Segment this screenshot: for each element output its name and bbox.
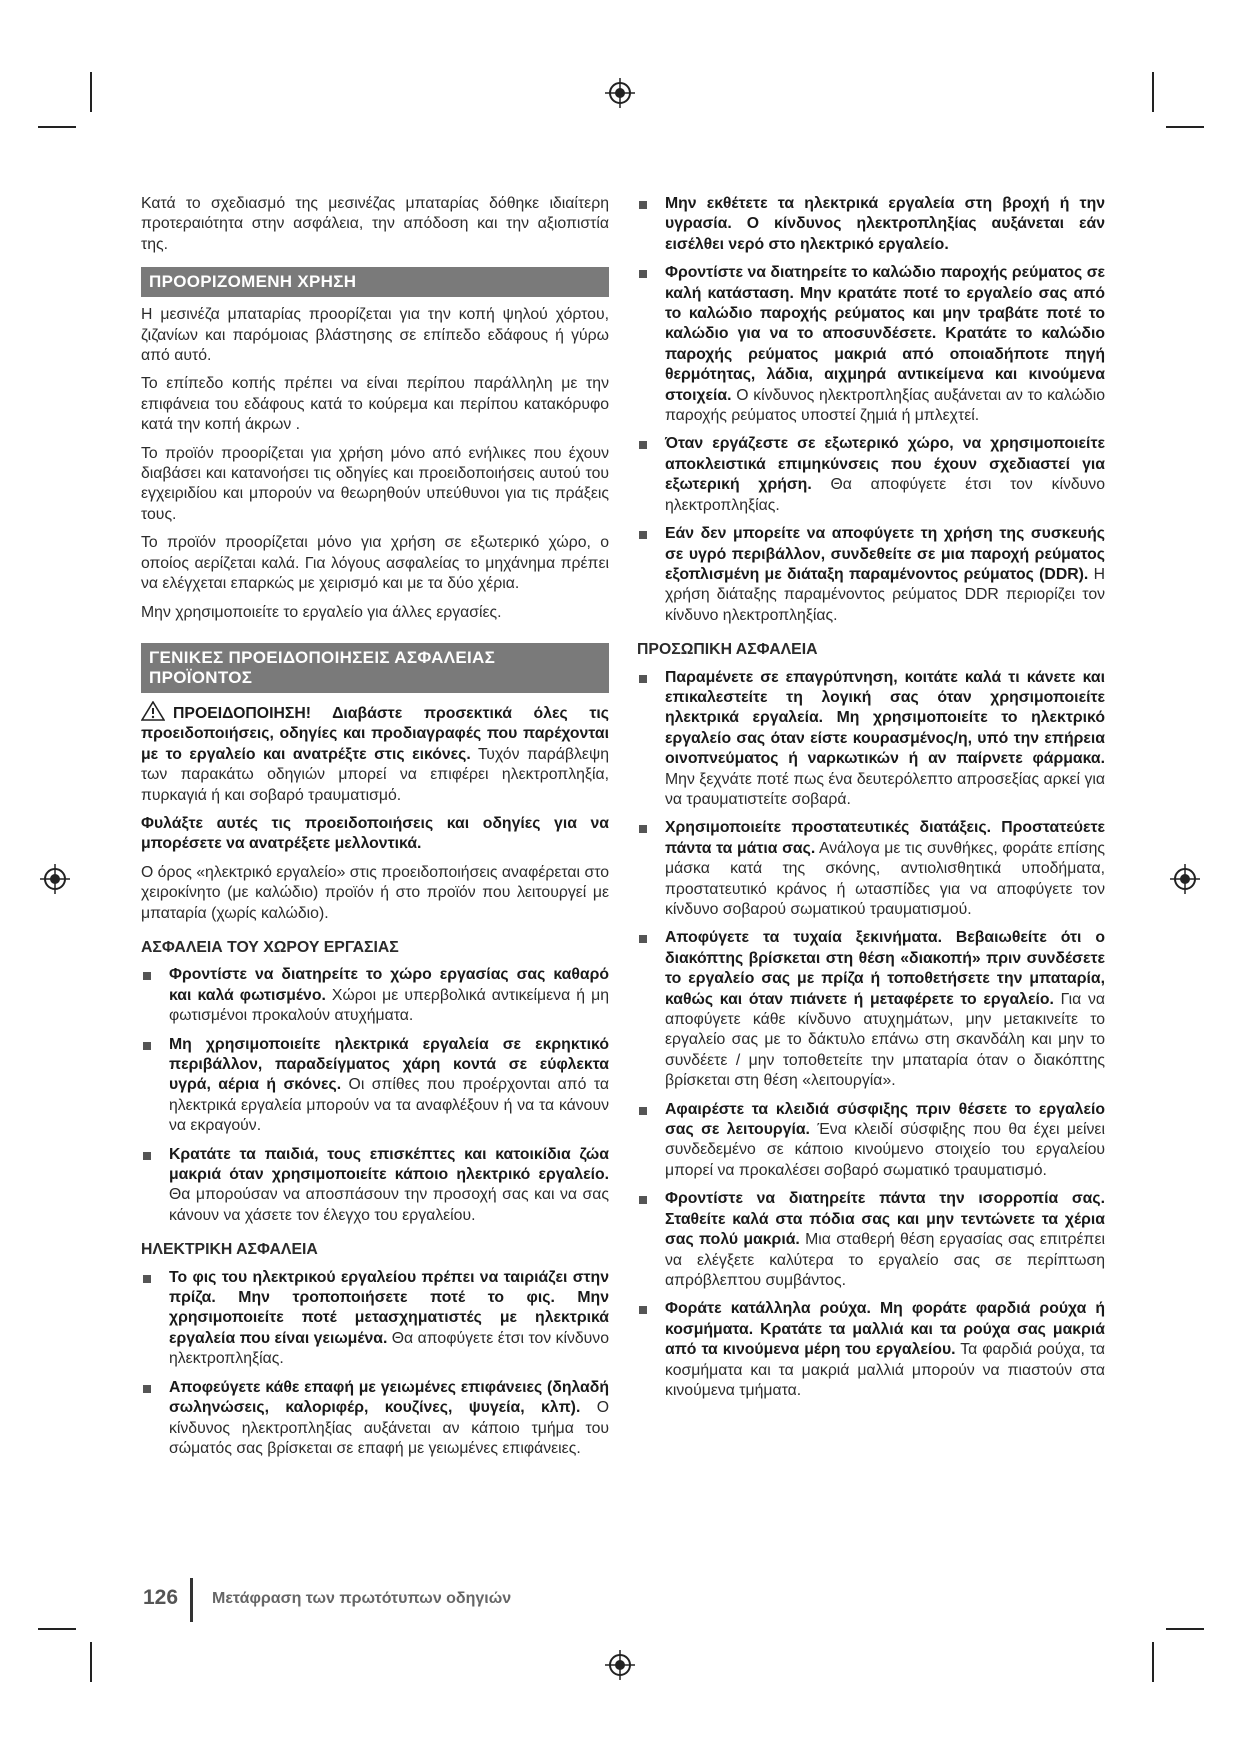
item-normal: Οι σπίθες που προέρχονται από τα ηλεκτρικά εργαλεία μπορούν να τα αναφλέξουν ή να τα κάνουν να εκραγούν. [169, 1076, 609, 1135]
item-normal: Μια σταθερή θέση εργασίας σας επιτρέπει να ελέγξετε καλύτερα το εργαλείο σας σε περίπτωση απρόβλεπτου συμβάντος. [665, 1231, 1105, 1289]
page-number: 126 [143, 1586, 179, 1609]
square-bullet-icon [143, 972, 151, 980]
warning-normal-text: Τυχόν παράβλεψη των παρακάτω οδηγιών μπορεί να επιφέρει ηλεκτροπληξία, πυρκαγιά ή και σοβαρό τραυματισμό. [141, 745, 609, 804]
left-column [141, 194, 609, 1467]
square-bullet-icon [143, 1275, 151, 1283]
square-bullet-icon [639, 1107, 647, 1115]
square-bullet-icon [639, 1306, 647, 1314]
list-item [637, 1100, 1105, 1182]
subheading-personal: ΠΡΟΣΩΠΙΚΗ ΑΣΦΑΛΕΙΑ [637, 641, 818, 659]
item-normal: Ο κίνδυνος ηλεκτροπληξίας αυξάνεται αν το καλώδιο παροχής ρεύματος υποστεί ζημιά ή μπλεχτεί. [665, 386, 1105, 425]
warning-paragraph [141, 701, 609, 806]
right-column [637, 194, 1105, 1409]
list-item [637, 434, 1105, 516]
intro-paragraph: Κατά το σχεδιασμό της μεσινέζας μπαταρίας δόθηκε ιδιαίτερη προτεραιότητα στην ασφάλεια, την απόδοση και την αξιοπιστία της. [141, 195, 609, 253]
item-normal: Θα αποφύγετε έτσι τον κίνδυνο ηλεκτροπληξίας. [169, 1329, 609, 1368]
footer-divider [190, 1578, 193, 1622]
item-normal: Τα φαρδιά ρούχα, τα κοσμήματα και τα μακριά μαλλιά μπορούν να πιαστούν στα κινούμενα τμήματα. [665, 1341, 1106, 1399]
square-bullet-icon [639, 441, 647, 449]
square-bullet-icon [639, 201, 647, 209]
square-bullet-icon [639, 1196, 647, 1204]
list-item [637, 263, 1105, 426]
warning-triangle-icon [141, 701, 165, 721]
electrical-list-continued [637, 194, 1105, 626]
item-normal: Ο κίνδυνος ηλεκτροπληξίας αυξάνεται αν κάποιο τμήμα του σώματός σας βρίσκεται σε επαφή με γειωμένες επιφάνειες. [169, 1399, 609, 1457]
list-item [637, 524, 1105, 626]
crop-mark [38, 1628, 76, 1630]
crop-mark [1166, 126, 1204, 128]
item-bold: Εάν δεν μπορείτε να αποφύγετε τη χρήση της συσκευής σε υγρό περιβάλλον, συνδεθείτε σε μια παροχή ρεύματος εξοπλισμένη με διάταξη παραμένοντος ρεύματος (DDR). [665, 525, 1105, 583]
item-bold: Χρησιμοποιείτε προστατευτικές διατάξεις. Προστατεύετε πάντα τα μάτια σας. [665, 819, 1105, 857]
keep-warnings-paragraph [141, 814, 609, 855]
crop-mark [90, 72, 92, 112]
list-item [141, 1268, 609, 1370]
list-item [141, 1035, 609, 1137]
term-definition-paragraph: Ο όρος «ηλεκτρικό εργαλείο» στις προειδοποιήσεις αναφέρεται στο χειροκίνητο (με καλώδιο) προϊόν ή στο προϊόν που λειτουργεί με μπαταρία (χωρίς καλώδιο). [141, 863, 609, 922]
warning-bold-text: ΠΡΟΕΙΔΟΠΟΙΗΣΗ! Διαβάστε προσεκτικά όλες τις προειδοποιήσεις, οδηγίες και προδιαγραφές που παρέχονται με το εργαλείο και ανατρέξτε στις εικόνες. [141, 704, 609, 763]
electrical-list [141, 1268, 609, 1460]
crop-mark [1152, 72, 1154, 112]
square-bullet-icon [639, 675, 647, 683]
intended-use-paragraph: Η μεσινέζα μπαταρίας προορίζεται για την κοπή ψηλού χόρτου, ζιζανίων και παρόμοιας βλάστησης σε επίπεδο εδάφους ή γύρω από αυτό. [141, 306, 609, 365]
item-bold: Φροντίστε να διατηρείτε το χώρο εργασίας σας καθαρό και καλά φωτισμένο. [169, 966, 609, 1004]
item-normal: Χώροι με υπερβολικά αντικείμενα ή μη φωτισμένοι προκαλούν ατυχήματα. [169, 986, 609, 1025]
list-item [637, 818, 1105, 920]
square-bullet-icon [143, 1385, 151, 1393]
footer-text: Μετάφραση των πρωτότυπων οδηγιών [212, 1590, 512, 1607]
intended-use-paragraph: Το επίπεδο κοπής πρέπει να είναι περίπου παράλληλη με την επιφάνεια του εδάφους κατά το κούρεμα και περίπου κατακόρυφο κατά την κοπή άκρων . [141, 375, 609, 434]
list-item [637, 1299, 1105, 1401]
item-normal: Θα μπορούσαν να αποσπάσουν την προσοχή σας και να σας κάνουν να χάσετε τον έλεγχο του εργαλείου. [169, 1186, 609, 1224]
square-bullet-icon [639, 935, 647, 943]
item-bold: Αφαιρέστε τα κλειδιά σύσφιξης πριν θέσετε το εργαλείο σας σε λειτουργία. [665, 1100, 1105, 1139]
intended-use-paragraph: Το προϊόν προορίζεται για χρήση μόνο από ενήλικες που έχουν διαβάσει και κατανοήσει τις οδηγίες και προειδοποιήσεις αυτού του εγχειριδίου και μπορούν να θεωρηθούν υπεύθυνοι για τις πράξεις τους. [141, 444, 609, 523]
item-bold: Μην εκθέτετε τα ηλεκτρικά εργαλεία στη βροχή ή την υγρασία. Ο κίνδυνος ηλεκτροπληξίας αυξάνεται εάν εισέλθει νερό στο ηλεκτρικό εργαλείο. [665, 195, 1105, 253]
list-item [141, 1145, 609, 1227]
crop-mark [90, 1642, 92, 1682]
square-bullet-icon [143, 1042, 151, 1050]
item-bold: Φροντίστε να διατηρείτε το καλώδιο παροχής ρεύματος σε καλή κατάσταση. Μην κρατάτε ποτέ το εργαλείο σας από το καλώδιο παροχής ρεύματος και μην τραβάτε ποτέ το καλώδιο για να το αποσυνδέσετε. Κρατάτε το καλώδιο παροχής ρεύματος μακριά από οποιαδήποτε πηγή θερμότητας, λάδια, αιχμηρά αντικείμενα και κινούμενα στοιχεία. [665, 264, 1105, 404]
registration-mark-icon [40, 864, 70, 894]
item-bold: Φοράτε κατάλληλα ρούχα. Μη φοράτε φαρδιά ρούχα ή κοσμήματα. Κρατάτε τα μαλλιά και τα ρούχα σας μακριά από τα κινούμενα μέρη του εργαλείου. [665, 1300, 1105, 1359]
item-bold: Κρατάτε τα παιδιά, τους επισκέπτες και κατοικίδια ζώα μακριά όταν χρησιμοποιείτε κάποιο ηλεκτρικό εργαλείο. [169, 1145, 609, 1184]
item-bold: Αποφεύγετε κάθε επαφή με γειωμένες επιφάνειες (δηλαδή σωληνώσεις, καλοριφέρ, κουζίνες, ψυγεία, κλπ). [169, 1378, 609, 1417]
list-item [141, 965, 609, 1026]
intended-use-paragraph: Το προϊόν προορίζεται μόνο για χρήση σε εξωτερικό χώρο, ο οποίος αερίζεται καλά. Για λόγους ασφαλείας το μηχάνημα πρέπει να ελέγχεται επαρκώς με χειρισμό και με τα δύο χέρια. [141, 534, 609, 593]
square-bullet-icon [639, 531, 647, 539]
list-item [637, 194, 1105, 255]
work-area-list [141, 965, 609, 1226]
item-bold: Φροντίστε να διατηρείτε πάντα την ισορροπία σας. Σταθείτε καλά στα πόδια σας και μην τεντώνετε τα χέρια σας πολύ μακριά. [665, 1190, 1105, 1249]
item-bold: Αποφύγετε τα τυχαία ξεκινήματα. Βεβαιωθείτε ότι ο διακόπτης βρίσκεται στη θέση «διακοπή» πριν συνδέσετε το εργαλείο σας με πρίζα ή τοποθετήσετε την μπαταρία, καθώς και όταν πιάνετε ή μεταφέρετε το εργαλείο. [665, 929, 1105, 1008]
item-bold: Το φις του ηλεκτρικού εργαλείου πρέπει να ταιριάζει στην πρίζα. Μην τροποποιήσετε ποτέ το φις. Μην χρησιμοποιείτε ποτέ μετασχηματιστές με ηλεκτρικά εργαλεία που είναι γειωμένα. [169, 1268, 609, 1347]
item-normal: Θα αποφύγετε έτσι τον κίνδυνο ηλεκτροπληξίας. [665, 476, 1105, 514]
list-item [637, 928, 1105, 1091]
heading-line: ΓΕΝΙΚΕΣ ΠΡΟΕΙΔΟΠΟΙΗΣΕΙΣ ΑΣΦΑΛΕΙΑΣ [149, 647, 496, 667]
heading-line: ΠΡΟΪΟΝΤΟΣ [149, 667, 253, 687]
list-item [637, 1189, 1105, 1291]
list-item [637, 668, 1105, 811]
item-normal: Ανάλογα με τις συνθήκες, φοράτε επίσης μάσκα κατά της σκόνης, αντιολισθητικά υποδήματα, προστατευτικό κράνος ή ωτασπίδες για να αποφύγετε τον κίνδυνο σοβαρού σωματικού τραυματισμού. [665, 839, 1105, 918]
crop-mark [38, 126, 76, 128]
keep-warnings-text: Φυλάξτε αυτές τις προειδοποιήσεις και οδηγίες για να μπορέσετε να ανατρέξετε μελλοντικά. [141, 814, 609, 853]
item-normal: Μην ξεχνάτε ποτέ πως ένα δευτερόλεπτο απροσεξίας αρκεί για να τραυματιστείτε σοβαρά. [665, 770, 1105, 808]
item-normal: Για να αποφύγετε κάθε κίνδυνο ατυχημάτων, μην μετακινείτε το εργαλείο σας με το δάκτυλο επάνω στη σκανδάλη και μην το συνδέετε / μην τοποθετείτε την μπαταρία όταν ο διακόπτης βρίσκεται στη θέση «λειτουργία». [665, 990, 1105, 1090]
registration-mark-icon [605, 1650, 635, 1680]
personal-list [637, 668, 1105, 1402]
crop-mark [1152, 1642, 1154, 1682]
subheading-electrical: ΗΛΕΚΤΡΙΚΗ ΑΣΦΑΛΕΙΑ [141, 1241, 318, 1259]
square-bullet-icon [639, 270, 647, 278]
item-bold: Όταν εργάζεστε σε εξωτερικό χώρο, να χρησιμοποιείτε αποκλειστικά επιμηκύνσεις που έχουν σχεδιαστεί για εξωτερική χρήση. [665, 435, 1105, 494]
item-bold: Μη χρησιμοποιείτε ηλεκτρικά εργαλεία σε εκρηκτικό περιβάλλον, παραδείγματος χάρη κοντά σε εύφλεκτα υγρά, αέρια ή σκόνες. [169, 1035, 609, 1094]
square-bullet-icon [143, 1152, 151, 1160]
registration-mark-icon [1170, 864, 1200, 894]
list-item [141, 1378, 609, 1460]
intended-use-paragraph: Μην χρησιμοποιείτε το εργαλείο για άλλες εργασίες. [141, 603, 502, 621]
crop-mark [1166, 1628, 1204, 1630]
section-heading-intended-use: ΠΡΟΟΡΙΖΟΜΕΝΗ ΧΡΗΣΗ [141, 267, 609, 297]
section-heading-general-warnings [141, 643, 609, 693]
item-bold: Παραμένετε σε επαγρύπνηση, κοιτάτε καλά τι κάνετε και επικαλεστείτε τη λογική σας όταν χρησιμοποιείτε ηλεκτρικά εργαλεία. Μη χρησιμοποιείτε το ηλεκτρικό εργαλείο σας όταν είστε κουρασμένος/η, υπό την επήρεια οινοπνεύματος ή ναρκωτικών ή αν παίρνετε φάρμακα. [665, 668, 1105, 768]
square-bullet-icon [639, 825, 647, 833]
item-normal: Η χρήση διάταξης παραμένοντος ρεύματος DDR περιορίζει τον κίνδυνο ηλεκτροπληξίας. [665, 565, 1105, 624]
item-normal: Ένα κλειδί σύσφιξης που θα έχει μείνει συνδεδεμένο σε κάποιο κινούμενο στοιχείο του εργαλείου μπορεί να προκαλέσει σοβαρό σωματικό τραυματισμό. [665, 1121, 1105, 1179]
subheading-work-area: ΑΣΦΑΛΕΙΑ ΤΟΥ ΧΩΡΟΥ ΕΡΓΑΣΙΑΣ [141, 938, 399, 956]
registration-mark-icon [605, 78, 635, 108]
